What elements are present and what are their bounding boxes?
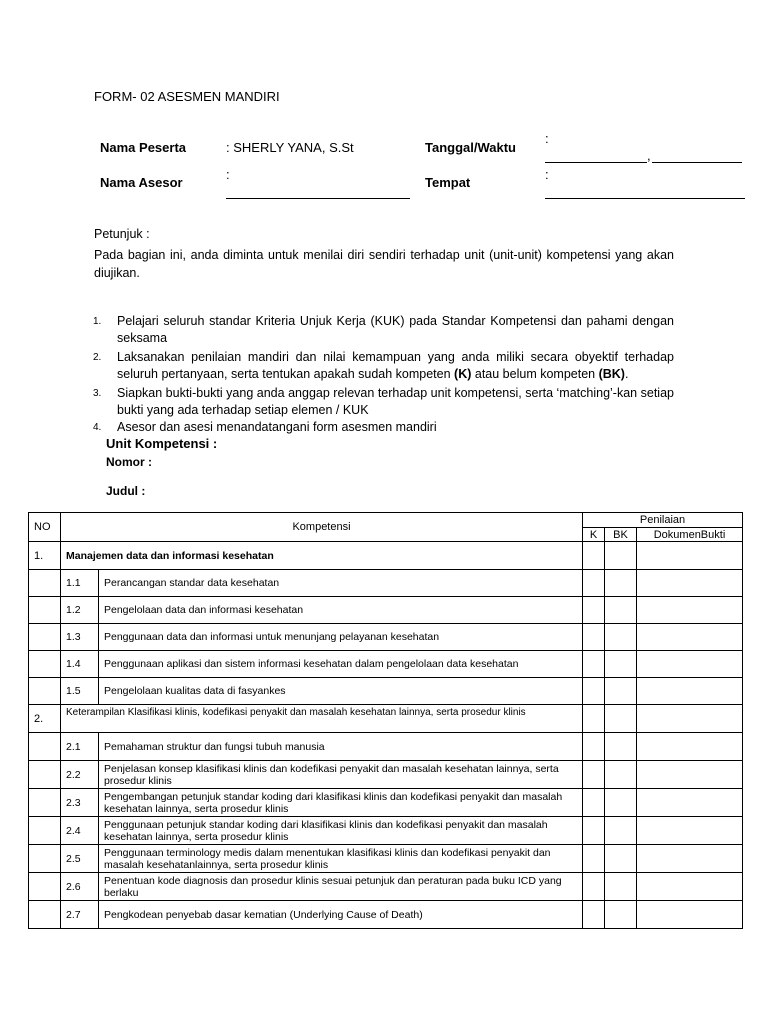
judul-label: Judul :: [106, 484, 146, 498]
section-no: 2.: [29, 705, 61, 733]
row-text: Perancangan standar data kesehatan: [99, 570, 583, 597]
tanggal-field-line[interactable]: [545, 162, 647, 163]
tempat-field-line[interactable]: [545, 198, 745, 199]
dokumen-cell[interactable]: [637, 733, 743, 761]
instruction-number: 1.: [93, 316, 102, 327]
row-no: 2.2: [61, 761, 99, 789]
dokumen-cell[interactable]: [637, 705, 743, 733]
row-no: 2.7: [61, 901, 99, 929]
row-no: 1.4: [61, 651, 99, 678]
instruction-text: atau belum kompeten: [471, 367, 599, 381]
nama-peserta-value: : SHERLY YANA, S.St: [226, 140, 354, 155]
table-row: [29, 789, 743, 817]
bk-cell[interactable]: [605, 678, 637, 705]
bk-cell[interactable]: [605, 542, 637, 570]
nama-peserta-label: Nama Peserta: [100, 140, 186, 155]
bk-cell[interactable]: [605, 845, 637, 873]
bk-cell[interactable]: [605, 651, 637, 678]
dokumen-cell[interactable]: [637, 901, 743, 929]
row-no: 2.4: [61, 817, 99, 845]
dokumen-cell[interactable]: [637, 873, 743, 901]
k-cell[interactable]: [583, 733, 605, 761]
petunjuk-title: Petunjuk :: [94, 227, 150, 241]
row-text: Pengkodean penyebab dasar kematian (Underlying Cause of Death): [99, 901, 583, 929]
k-cell[interactable]: [583, 845, 605, 873]
k-cell[interactable]: [583, 789, 605, 817]
table-row: [29, 733, 743, 761]
instruction-text: Siapkan bukti-bukti yang anda anggap relevan terhadap unit kompetensi, serta ‘matching’-kan setiap bukti yang ada terhadap setiap elemen / KUK: [117, 386, 674, 417]
dokumen-cell[interactable]: [637, 597, 743, 624]
bk-cell[interactable]: [605, 733, 637, 761]
table-row: [29, 705, 743, 733]
belum-kompeten-label: (BK): [598, 367, 625, 381]
instruction-text: .: [624, 367, 629, 381]
table-row: [29, 873, 743, 901]
k-cell[interactable]: [583, 817, 605, 845]
table-row: [29, 542, 743, 570]
row-text: Penjelasan konsep klasifikasi klinis dan kodefikasi penyakit dan masalah kesehatan lainnya, serta prosedur klinis: [99, 761, 583, 789]
row-text: Penggunaan aplikasi dan sistem informasi kesehatan dalam pengelolaan data kesehatan: [99, 651, 583, 678]
k-cell[interactable]: [583, 705, 605, 733]
instruction-item-4: [93, 419, 674, 436]
instruction-number: 2.: [93, 352, 102, 363]
nama-asesor-colon: :: [226, 167, 230, 182]
row-text: Penentuan kode diagnosis dan prosedur klinis sesuai petunjuk dan peraturan pada buku ICD yang berlaku: [99, 873, 583, 901]
table-row: [29, 845, 743, 873]
bk-cell[interactable]: [605, 761, 637, 789]
bk-cell[interactable]: [605, 873, 637, 901]
table-row: [29, 678, 743, 705]
row-no: 2.3: [61, 789, 99, 817]
k-cell[interactable]: [583, 597, 605, 624]
k-cell[interactable]: [583, 651, 605, 678]
k-cell[interactable]: [583, 761, 605, 789]
row-text: Pemahaman struktur dan fungsi tubuh manusia: [99, 733, 583, 761]
row-text: Penggunaan petunjuk standar koding dari klasifikasi klinis dan kodefikasi penyakit dan masalah kesehatan lainnya, serta prosedur klinis: [99, 817, 583, 845]
row-text: Penggunaan data dan informasi untuk menunjang pelayanan kesehatan: [99, 624, 583, 651]
header-kompetensi: Kompetensi: [61, 513, 583, 542]
nama-asesor-label: Nama Asesor: [100, 175, 183, 190]
row-no: 2.6: [61, 873, 99, 901]
bk-cell[interactable]: [605, 901, 637, 929]
tanggal-colon: :: [545, 131, 549, 146]
k-cell[interactable]: [583, 873, 605, 901]
table-row: [29, 817, 743, 845]
instruction-item-3: [93, 385, 674, 419]
row-no: 1.3: [61, 624, 99, 651]
section-title: Manajemen data dan informasi kesehatan: [61, 542, 583, 570]
table-row: [29, 901, 743, 929]
dokumen-cell[interactable]: [637, 845, 743, 873]
bk-cell[interactable]: [605, 624, 637, 651]
table-row: [29, 597, 743, 624]
k-cell[interactable]: [583, 542, 605, 570]
waktu-field-line[interactable]: [652, 162, 742, 163]
dokumen-cell[interactable]: [637, 678, 743, 705]
row-no: 2.5: [61, 845, 99, 873]
header-no: NO: [29, 513, 61, 542]
row-text: Pengelolaan kualitas data di fasyankes: [99, 678, 583, 705]
row-text: Pengelolaan data dan informasi kesehatan: [99, 597, 583, 624]
row-text: Penggunaan terminology medis dalam menentukan klasifikasi klinis dan kodefikasi penyakit dan masalah kesehatanlainnya, serta prosedur klinis: [99, 845, 583, 873]
k-cell[interactable]: [583, 570, 605, 597]
dokumen-cell[interactable]: [637, 570, 743, 597]
row-no: 2.1: [61, 733, 99, 761]
dokumen-cell[interactable]: [637, 789, 743, 817]
bk-cell[interactable]: [605, 597, 637, 624]
table-row: [29, 651, 743, 678]
competency-table: [28, 512, 743, 929]
table-row: [29, 761, 743, 789]
row-no: 1.1: [61, 570, 99, 597]
header-penilaian: Penilaian: [583, 513, 743, 528]
instruction-text: Pelajari seluruh standar Kriteria Unjuk Kerja (KUK) pada Standar Kompetensi dan pahami dengan seksama: [117, 314, 674, 345]
kompeten-label: (K): [454, 367, 472, 381]
dokumen-cell[interactable]: [637, 651, 743, 678]
instruction-item-1: [93, 313, 674, 347]
k-cell[interactable]: [583, 624, 605, 651]
bk-cell[interactable]: [605, 570, 637, 597]
k-cell[interactable]: [583, 678, 605, 705]
dokumen-cell[interactable]: [637, 624, 743, 651]
k-cell[interactable]: [583, 901, 605, 929]
table-row: [29, 624, 743, 651]
tempat-label: Tempat: [425, 175, 471, 190]
nama-asesor-field-line[interactable]: [226, 198, 410, 199]
header-bk: BK: [605, 528, 637, 542]
instruction-number: 3.: [93, 388, 102, 399]
unit-kompetensi-title: Unit Kompetensi :: [106, 436, 218, 451]
row-text: Pengembangan petunjuk standar koding dari klasifikasi klinis dan kodefikasi penyakit dan masalah kesehatan lainnya, serta prosedur klinis: [99, 789, 583, 817]
petunjuk-intro: Pada bagian ini, anda diminta untuk menilai diri sendiri terhadap unit (unit-unit) kompetensi yang akan diujikan.: [94, 248, 674, 280]
instruction-number: 4.: [93, 422, 102, 433]
row-no: 1.5: [61, 678, 99, 705]
bk-cell[interactable]: [605, 705, 637, 733]
tanggal-waktu-label: Tanggal/Waktu: [425, 140, 516, 155]
header-k: K: [583, 528, 605, 542]
row-no: 1.2: [61, 597, 99, 624]
instruction-text: Asesor dan asesi menandatangani form asesmen mandiri: [117, 420, 437, 434]
tanggal-comma: ,: [647, 148, 651, 163]
instruction-text: Laksanakan penilaian mandiri dan nilai kemampuan yang anda miliki secara obyektif terhadap seluruh pertanyaan, serta tentukan apakah sudah kompeten: [117, 350, 674, 381]
section-no: 1.: [29, 542, 61, 570]
tempat-colon: :: [545, 167, 549, 182]
header-dokumen-bukti: DokumenBukti: [637, 528, 743, 542]
bk-cell[interactable]: [605, 789, 637, 817]
dokumen-cell[interactable]: [637, 817, 743, 845]
section-title: Keterampilan Klasifikasi klinis, kodefikasi penyakit dan masalah kesehatan lainnya, serta prosedur klinis: [61, 705, 583, 733]
dokumen-cell[interactable]: [637, 761, 743, 789]
instruction-item-2: [93, 349, 674, 383]
table-row: [29, 570, 743, 597]
nomor-label: Nomor :: [106, 455, 152, 469]
bk-cell[interactable]: [605, 817, 637, 845]
form-title: FORM- 02 ASESMEN MANDIRI: [94, 89, 280, 104]
dokumen-cell[interactable]: [637, 542, 743, 570]
